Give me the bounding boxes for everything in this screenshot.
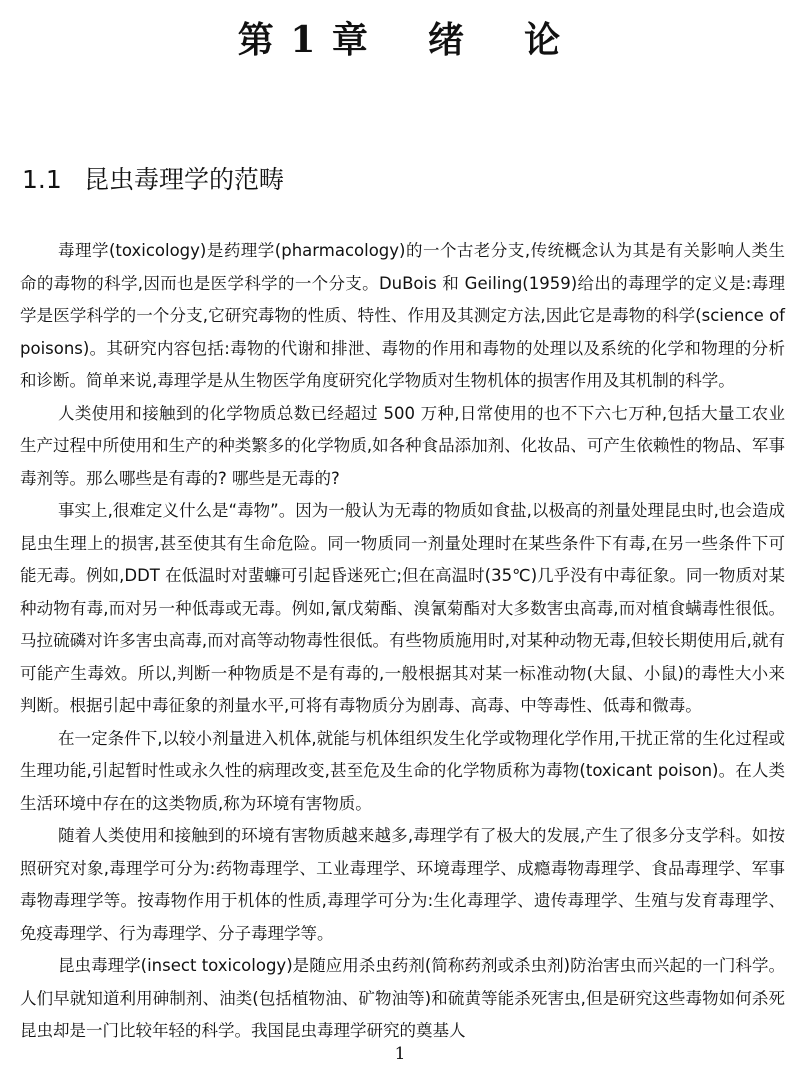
paragraph-6: 昆虫毒理学(insect toxicology)是随应用杀虫药剂(简称药剂或杀虫剂)防治害虫而兴起的一门科学。人们早就知道利用砷制剂、油类(包括植物油、矿物油等)和硫黄等能杀死害虫,但是研究这些毒物如何杀死昆虫却是一门比较年轻的科学。我国昆虫毒理学研究的奠基人: [20, 956, 785, 1040]
paragraph-4: 在一定条件下,以较小剂量进入机体,就能与机体组织发生化学或物理化学作用,干扰正常的生化过程或生理功能,引起暂时性或永久性的病理改变,甚至危及生命的化学物质称为毒物(toxicant poison)。在人类生活环境中存在的这类物质,称为环境有害物质。: [20, 728, 785, 813]
paragraph-2: 人类使用和接触到的化学物质总数已经超过 500 万种,日常使用的也不下六七万种,包括大量工农业生产过程中所使用和生产的种类繁多的化学物质,如各种食品添加剂、化妆品、可产生依赖性的物品、军事毒剂等。那么哪些是有毒的? 哪些是无毒的?: [20, 403, 785, 488]
page-number: 1: [394, 1044, 406, 1064]
paragraph-5: 随着人类使用和接触到的环境有害物质越来越多,毒理学有了极大的发展,产生了很多分支学科。如按照研究对象,毒理学可分为:药物毒理学、工业毒理学、环境毒理学、成瘾毒物毒理学、食品毒理学、军事毒物毒理学等。按毒物作用于机体的性质,毒理学可分为:生化毒理学、遗传毒理学、生殖与发育毒理学、免疫毒理学、行为毒理学、分子毒理学等。: [20, 826, 785, 943]
section-heading: [22, 160, 284, 200]
section-number: 1.1: [22, 165, 62, 194]
body-text: [20, 235, 785, 1048]
section-title: 昆虫毒理学的范畴: [84, 165, 285, 194]
paragraph-1: 毒理学(toxicology)是药理学(pharmacology)的一个古老分支,传统概念认为其是有关影响人类生命的毒物的科学,因而也是医学科学的一个分支。DuBois 和 Geiling(1959)给出的毒理学的定义是:毒理学是医学科学的一个分支,它研究毒物的性质、特性、作用及其测定方法,因此它是毒物的科学(science of poisons)。其研究内容包括:毒物的代谢和排泄、毒物的作用和毒物的处理以及系统的化学和物理的分析和诊断。简单来说,毒理学是从生物医学角度研究化学物质对生物机体的损害作用及其机制的科学。: [20, 241, 785, 390]
paragraph-3: 事实上,很难定义什么是“毒物”。因为一般认为无毒的物质如食盐,以极高的剂量处理昆虫时,也会造成昆虫生理上的损害,甚至使其有生命危险。同一物质同一剂量处理时在某些条件下有毒,在另一些条件下可能无毒。例如,DDT 在低温时对蜚蠊可引起昏迷死亡;但在高温时(35℃)几乎没有中毒征象。同一物质对某种动物有毒,而对另一种低毒或无毒。例如,氰戊菊酯、溴氰菊酯对大多数害虫高毒,而对植食螨毒性很低。马拉硫磷对许多害虫高毒,而对高等动物毒性很低。有些物质施用时,对某种动物无毒,但较长期使用后,就有可能产生毒效。所以,判断一种物质是不是有毒的,一般根据其对某一标准动物(大鼠、小鼠)的毒性大小来判断。根据引起中毒征象的剂量水平,可将有毒物质分为剧毒、高毒、中等毒性、低毒和微毒。: [20, 501, 785, 715]
chapter-title: 第 1 章 绪 论: [237, 19, 563, 61]
